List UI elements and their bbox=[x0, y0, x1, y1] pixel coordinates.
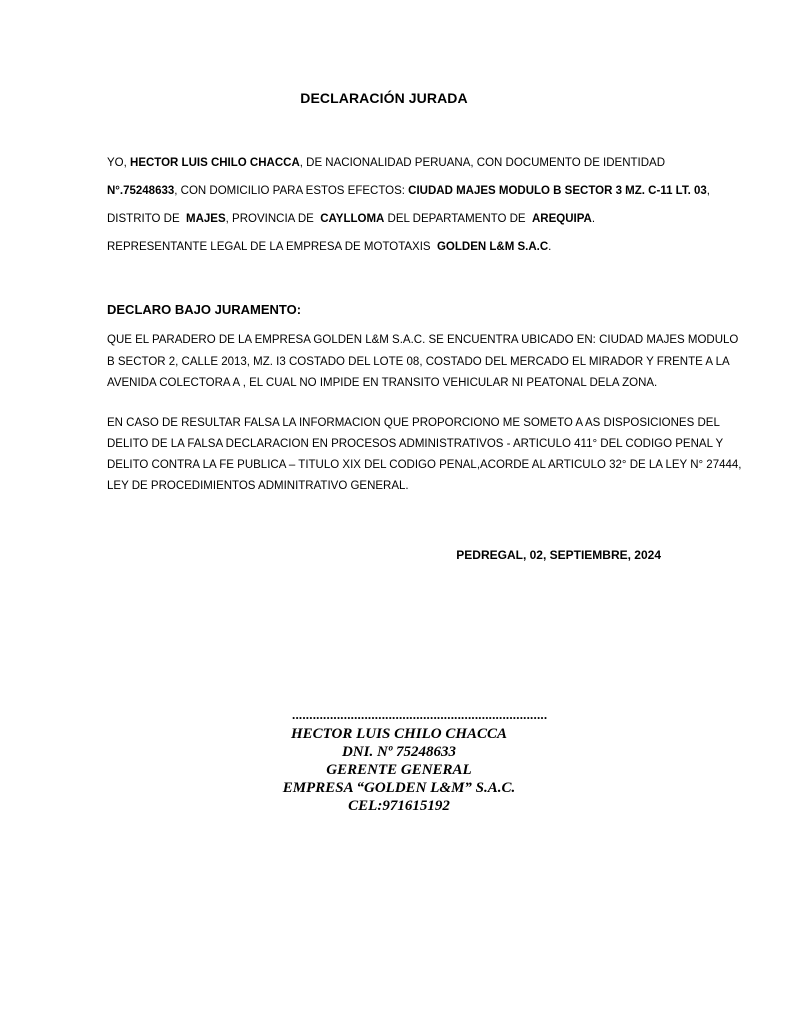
signature-line: .......................................................................... bbox=[292, 707, 548, 722]
declarant-dni: N°.75248633 bbox=[107, 185, 175, 197]
signer-company: EMPRESA “GOLDEN L&M” S.A.C. bbox=[282, 780, 516, 796]
company-name: GOLDEN L&M S.A.C bbox=[436, 241, 549, 253]
paragraph-2-line: DELITO CONTRA LA FE PUBLICA – TITULO XIX DEL CODIGO PENAL,ACORDE AL ARTICULO 32° DE LA LEY N° 27444, bbox=[107, 459, 742, 471]
paragraph-1-line: AVENIDA COLECTORA A , EL CUAL NO IMPIDE EN TRANSITO VEHICULAR NI PEATONAL DELA ZONA. bbox=[107, 377, 658, 389]
declarant-address: CIUDAD MAJES MODULO B SECTOR 3 MZ. C-11 LT. 03 bbox=[408, 185, 707, 197]
signer-role: GERENTE GENERAL bbox=[326, 762, 472, 778]
district: MAJES bbox=[186, 213, 226, 225]
intro-line-2: N°.75248633, CON DOMICILIO PARA ESTOS EFECTOS: CIUDAD MAJES MODULO B SECTOR 3 MZ. C-11 LT. 03, bbox=[107, 185, 710, 197]
paragraph-1-line: QUE EL PARADERO DE LA EMPRESA GOLDEN L&M S.A.C. SE ENCUENTRA UBICADO EN: CIUDAD MAJES MODULO bbox=[107, 334, 739, 346]
paragraph-2-line: EN CASO DE RESULTAR FALSA LA INFORMACION QUE PROPORCIONO ME SOMETO A AS DISPOSICIONES DEL bbox=[107, 417, 720, 429]
paragraph-1-line: B SECTOR 2, CALLE 2013, MZ. I3 COSTADO DEL LOTE 08, COSTADO DEL MERCADO EL MIRADOR Y FRENTE A LA bbox=[107, 356, 730, 368]
paragraph-2-line: LEY DE PROCEDIMIENTOS ADMINITRATIVO GENERAL. bbox=[107, 480, 409, 492]
signer-dni: DNI. Nº 75248633 bbox=[341, 744, 457, 760]
document-date: PEDREGAL, 02, SEPTIEMBRE, 2024 bbox=[456, 548, 661, 562]
intro-line-4: REPRESENTANTE LEGAL DE LA EMPRESA DE MOTOTAXIS GOLDEN L&M S.A.C. bbox=[107, 241, 552, 253]
intro-line-1: YO, HECTOR LUIS CHILO CHACCA, DE NACIONALIDAD PERUANA, CON DOCUMENTO DE IDENTIDAD bbox=[107, 157, 666, 169]
document-title: DECLARACIÓN JURADA bbox=[300, 90, 468, 106]
signer-phone: CEL:971615192 bbox=[348, 798, 450, 814]
section-heading: DECLARO BAJO JURAMENTO: bbox=[107, 302, 302, 317]
signer-name: HECTOR LUIS CHILO CHACCA bbox=[290, 726, 508, 742]
province: CAYLLOMA bbox=[320, 213, 385, 225]
intro-line-3: DISTRITO DE MAJES, PROVINCIA DE CAYLLOMA DEL DEPARTAMENTO DE AREQUIPA. bbox=[107, 213, 596, 225]
declarant-name: HECTOR LUIS CHILO CHACCA bbox=[130, 157, 300, 169]
department: AREQUIPA bbox=[531, 213, 592, 225]
paragraph-2-line: DELITO DE LA FALSA DECLARACION EN PROCESOS ADMINISTRATIVOS - ARTICULO 411° DEL CODIGO PENAL Y bbox=[107, 438, 724, 450]
